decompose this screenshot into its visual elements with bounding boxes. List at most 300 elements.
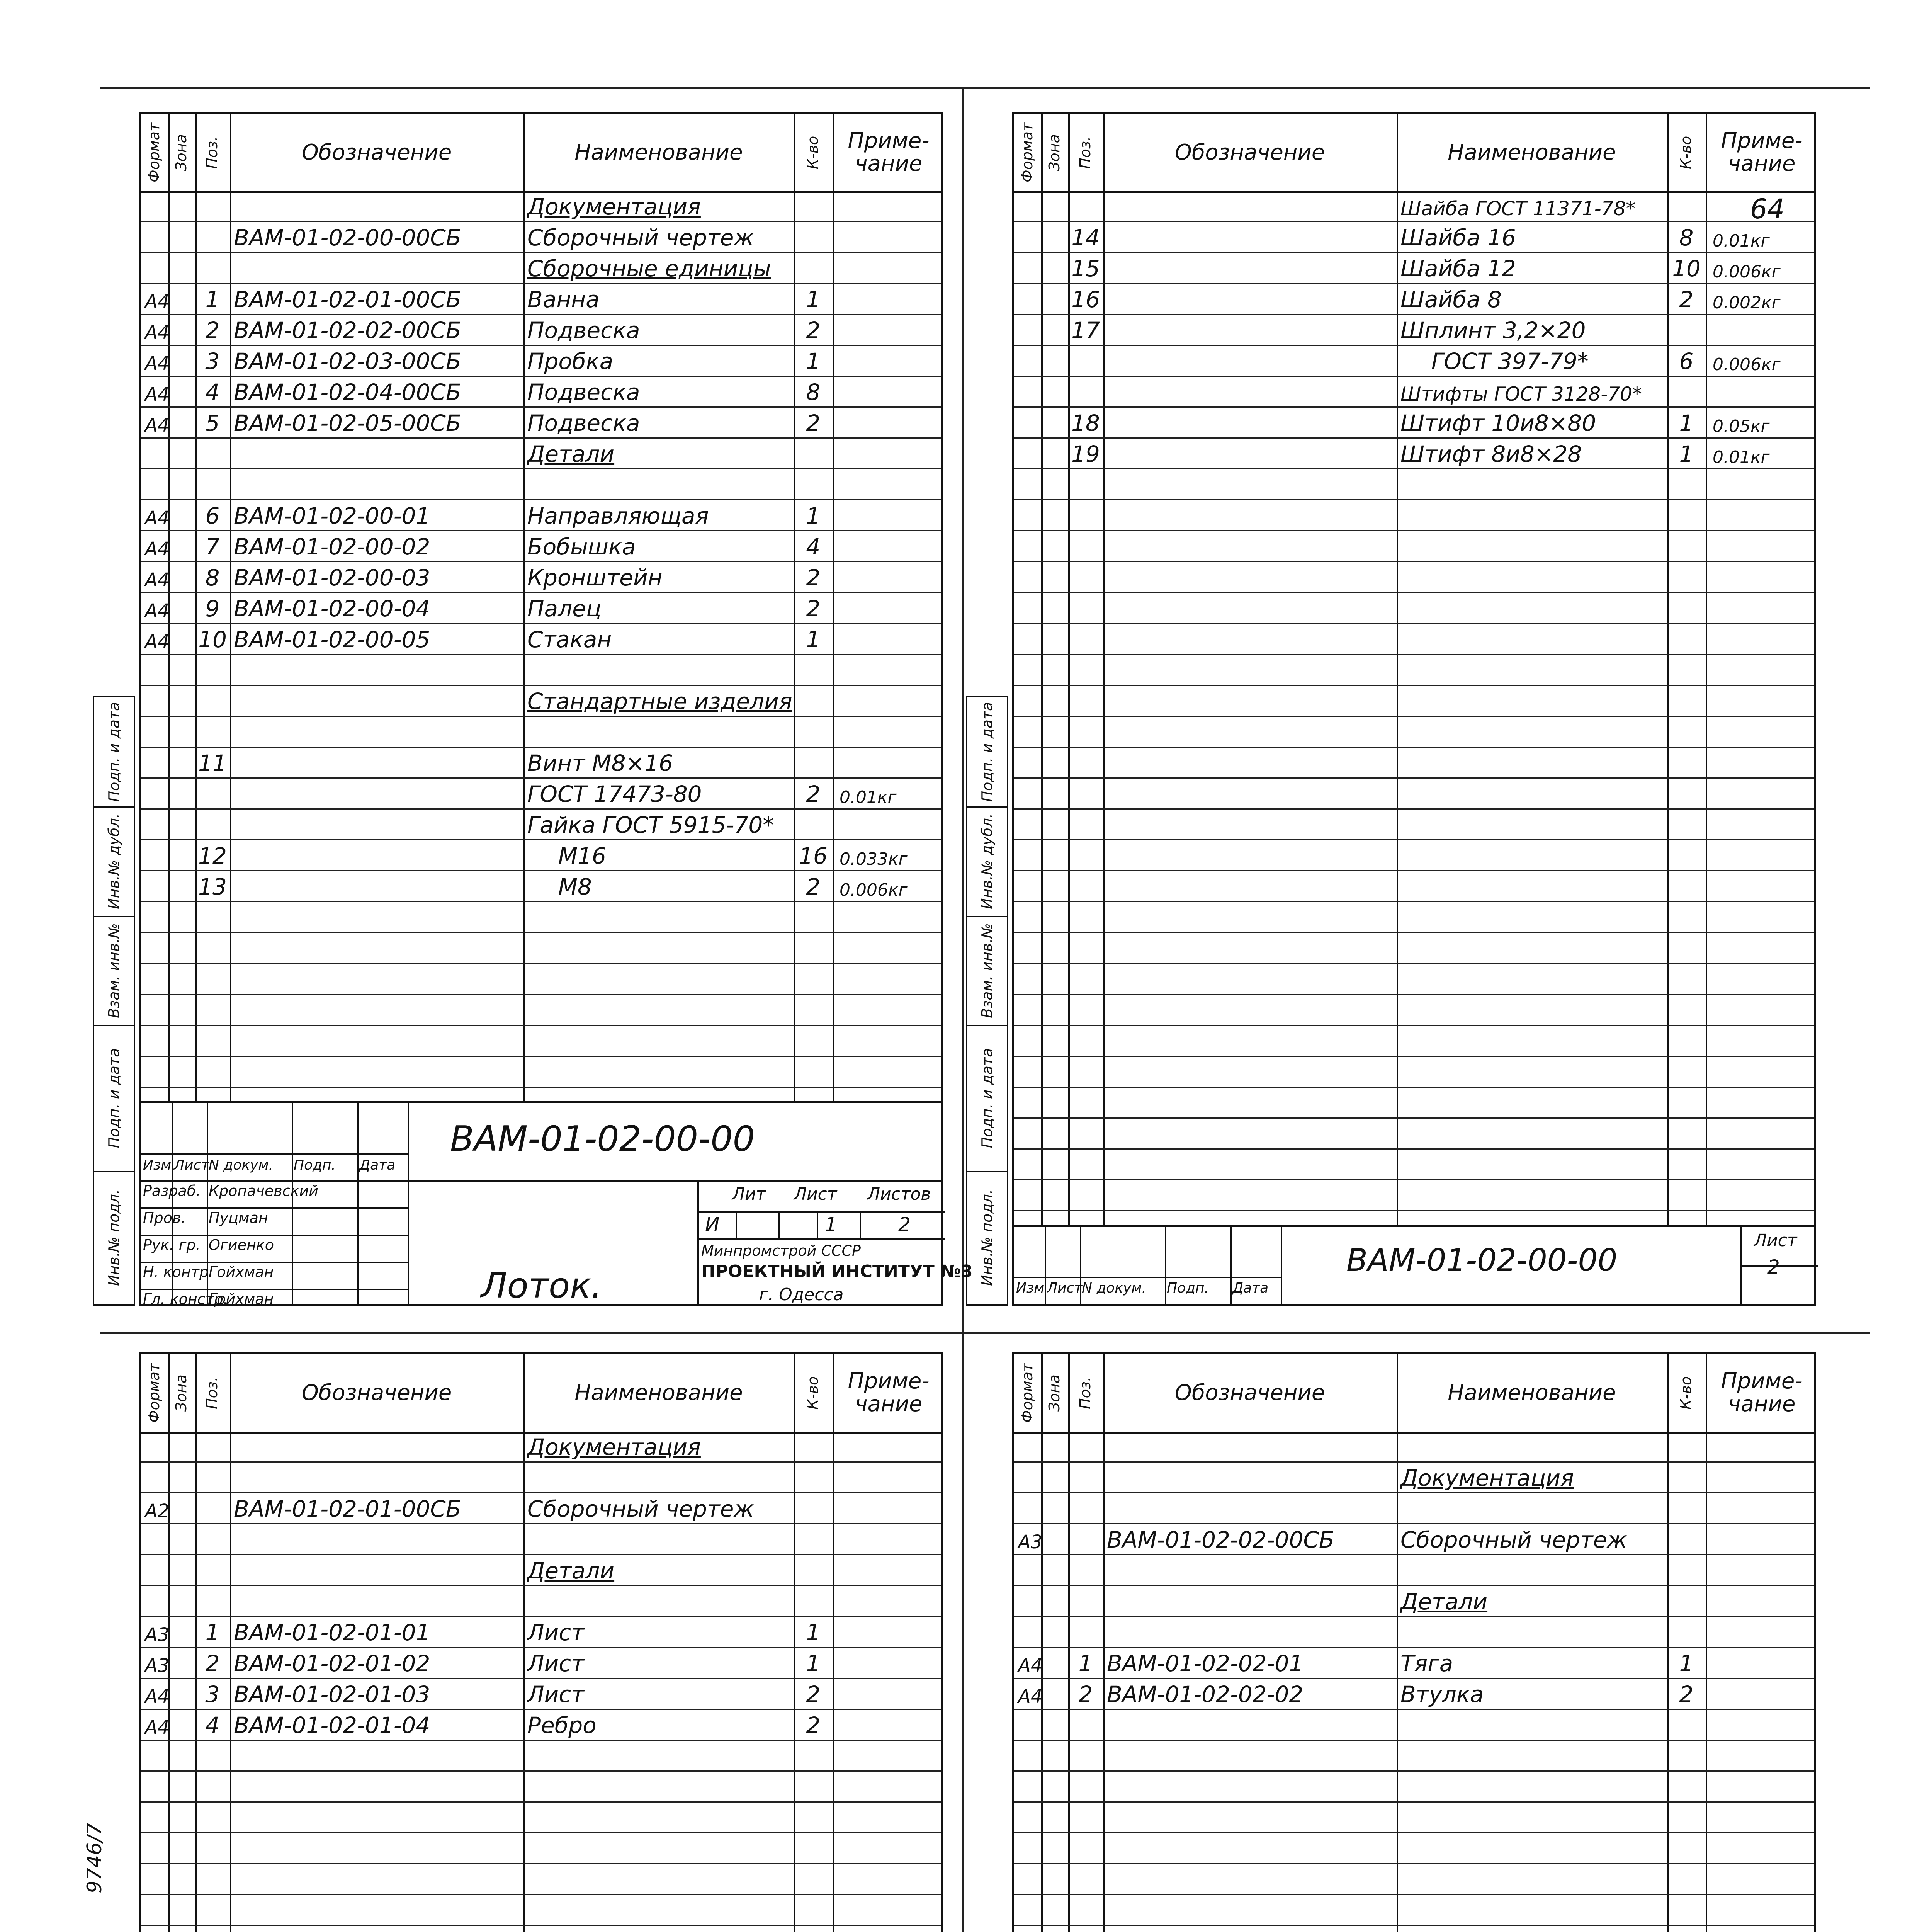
tb-person-name: Пуцман — [209, 1209, 268, 1226]
cell-qty: 2 — [806, 410, 821, 436]
table-row — [1014, 810, 1814, 840]
cell-des: ВАМ-01-02-02-02 — [1107, 1681, 1303, 1708]
cell-fmt — [1018, 1493, 1037, 1524]
header-des — [230, 114, 523, 191]
table-row — [141, 1803, 941, 1833]
cell-note: 0.006кг — [840, 880, 908, 900]
tb-org-line2: ПРОЕКТНЫЙ ИНСТИТУТ №3 — [701, 1262, 973, 1281]
table-row — [141, 1493, 941, 1524]
cell-des — [1107, 191, 1393, 222]
cut-line-top — [100, 87, 1870, 89]
cell-des — [1107, 315, 1393, 346]
table-row — [141, 717, 941, 748]
cell-note — [836, 1586, 941, 1617]
header-fmt-label: Формат — [146, 1363, 163, 1423]
cell-qty: 2 — [806, 1712, 821, 1738]
spec-header — [1014, 1354, 1814, 1434]
tb-data-label: Дата — [359, 1157, 396, 1173]
cell-pos: 16 — [1071, 286, 1100, 313]
table-row — [141, 253, 941, 284]
cell-des — [234, 1586, 520, 1617]
spec-rows — [1014, 1432, 1814, 1932]
cell-name: Лист — [527, 1619, 584, 1646]
tb-org-line1: Минпромстрой СССР — [701, 1242, 861, 1259]
cell-name: Ребро — [527, 1712, 597, 1738]
tb-person-name: Гойхман — [209, 1291, 274, 1308]
tb-person-role: Рук. гр. — [143, 1236, 201, 1253]
header-fmt — [1014, 114, 1041, 191]
cell-pos — [199, 655, 226, 686]
cell-qty — [798, 439, 829, 469]
cell-pos — [199, 469, 226, 500]
cell-name: Ванна — [527, 286, 600, 313]
cell-fmt — [145, 686, 164, 717]
table-row — [1014, 377, 1814, 408]
table-row — [141, 593, 941, 624]
cell-pos: 11 — [198, 750, 227, 776]
strip-label: Подп. и дата — [105, 702, 123, 802]
cell-pos: 3 — [205, 348, 220, 374]
cell-fmt: А4 — [145, 631, 170, 653]
title-block-line — [697, 1211, 945, 1213]
table-row — [141, 779, 941, 810]
title-block-line — [1230, 1227, 1232, 1304]
table-row — [141, 1833, 941, 1864]
table-row — [1014, 253, 1814, 284]
table-row — [1014, 469, 1814, 500]
strip-label: Подп. и дата — [105, 1048, 123, 1148]
table-row — [141, 1026, 941, 1057]
cell-qty: 2 — [1679, 286, 1694, 313]
cell-des — [234, 748, 520, 779]
cell-qty: 1 — [1679, 1650, 1694, 1677]
cell-name — [527, 1586, 790, 1617]
table-row — [141, 1057, 941, 1088]
strip-cell-podp_data — [967, 1025, 1007, 1172]
cell-qty: 8 — [806, 379, 821, 405]
cell-des — [234, 655, 520, 686]
title-block — [141, 1101, 973, 1308]
title-block-line — [778, 1211, 780, 1238]
cell-fmt — [145, 717, 164, 748]
header-pos — [195, 114, 230, 191]
header-name — [1397, 114, 1667, 191]
spec-rows — [141, 191, 941, 1088]
cell-des — [1107, 1617, 1393, 1648]
strip-cell-vzam_inv — [94, 916, 134, 1026]
table-row — [141, 1895, 941, 1926]
table-row — [1014, 655, 1814, 686]
cell-qty — [798, 748, 829, 779]
cell-des: ВАМ-01-02-00-00СБ — [234, 224, 461, 251]
strip-cell-podp_data2 — [967, 697, 1007, 808]
cell-des — [1107, 377, 1393, 408]
cell-qty — [1671, 1555, 1702, 1586]
header-pos-label: Поз. — [204, 136, 221, 169]
table-row — [1014, 222, 1814, 253]
cell-pos — [1072, 191, 1099, 222]
cell-note — [836, 531, 941, 562]
cell-note — [836, 1648, 941, 1679]
tb-list-label: Лист — [174, 1157, 209, 1173]
cell-note — [836, 655, 941, 686]
table-row — [141, 1463, 941, 1493]
cell-qty: 2 — [806, 781, 821, 807]
cell-name: Шплинт 3,2×20 — [1400, 317, 1586, 344]
cell-qty: 2 — [806, 595, 821, 622]
cell-des — [234, 439, 520, 469]
cell-des — [234, 1432, 520, 1463]
cell-name: Палец — [527, 595, 602, 622]
cell-fmt — [1018, 1617, 1037, 1648]
table-row — [1014, 500, 1814, 531]
cell-name: Шайба ГОСТ 11371-78* — [1400, 197, 1636, 220]
table-row — [141, 1864, 941, 1895]
table-row — [141, 810, 941, 840]
table-row — [141, 1432, 941, 1463]
cell-qty: 1 — [806, 626, 821, 653]
cell-name — [527, 1463, 790, 1493]
cell-des — [1107, 1432, 1393, 1463]
cell-pos: 17 — [1071, 317, 1100, 344]
table-row — [141, 1679, 941, 1710]
table-row — [1014, 346, 1814, 377]
cell-note — [836, 253, 941, 284]
title-block-line — [817, 1211, 818, 1238]
table-row — [1014, 315, 1814, 346]
header-des — [1103, 114, 1397, 191]
cell-note: 0.006кг — [1713, 355, 1781, 374]
cell-qty — [798, 253, 829, 284]
spec-sheet-podveska — [1012, 1352, 1816, 1932]
table-row — [1014, 1679, 1814, 1710]
table-row — [1014, 1772, 1814, 1803]
cell-qty: 2 — [806, 565, 821, 591]
cell-fmt — [145, 748, 164, 779]
table-row — [1014, 1617, 1814, 1648]
table-row — [1014, 717, 1814, 748]
cell-des: ВАМ-01-02-01-03 — [234, 1681, 430, 1708]
cell-qty — [1671, 1463, 1702, 1493]
table-row — [1014, 933, 1814, 964]
cell-note — [836, 222, 941, 253]
cell-name: Шайба 16 — [1400, 224, 1516, 251]
header-qty — [1667, 1354, 1706, 1432]
header-qty — [794, 1354, 833, 1432]
header-name — [523, 114, 794, 191]
cut-line-middle — [100, 1332, 1870, 1334]
cell-note: 0.01кг — [1713, 447, 1770, 467]
cell-qty — [1671, 1617, 1702, 1648]
title-block-line — [408, 1103, 409, 1304]
cell-fmt — [145, 1586, 164, 1617]
cell-des — [234, 1463, 520, 1493]
cell-qty — [798, 222, 829, 253]
cell-fmt: А4 — [145, 507, 170, 529]
cell-fmt: А4 — [145, 353, 170, 374]
cell-fmt — [1018, 284, 1037, 315]
tb-designation: ВАМ-01-02-00-00 — [1346, 1242, 1618, 1278]
cell-name: М8 — [558, 874, 592, 900]
tb-person-name: Кропачевский — [209, 1182, 318, 1199]
cell-name — [527, 717, 790, 748]
cell-fmt — [1018, 253, 1037, 284]
tb-person-role: Гл. констр. — [143, 1291, 228, 1308]
table-row — [141, 500, 941, 531]
cell-fmt: А4 — [145, 1686, 170, 1708]
cell-name: Подвеска — [527, 410, 640, 436]
table-row — [141, 1617, 941, 1648]
cell-fmt — [145, 1555, 164, 1586]
table-row — [1014, 624, 1814, 655]
cell-qty: 4 — [806, 534, 821, 560]
cell-pos: 4 — [205, 379, 220, 405]
cell-fmt: А3 — [145, 1655, 170, 1677]
header-pos-label: Поз. — [204, 1376, 221, 1410]
header-fmt — [1014, 1354, 1041, 1432]
cell-des: ВАМ-01-02-01-01 — [234, 1619, 430, 1646]
tb-person-role: Пров. — [143, 1209, 186, 1226]
cell-pos: 12 — [198, 843, 227, 869]
cell-pos — [1072, 1432, 1099, 1463]
cell-pos — [1072, 1463, 1099, 1493]
header-pos — [195, 1354, 230, 1432]
cell-pos — [199, 1493, 226, 1524]
cell-des — [234, 717, 520, 748]
header-qty — [794, 114, 833, 191]
cell-qty — [1671, 1432, 1702, 1463]
table-row — [1014, 562, 1814, 593]
cell-note — [1710, 1555, 1814, 1586]
cell-pos: 2 — [205, 1650, 220, 1677]
cell-note — [836, 562, 941, 593]
cell-name: Документация — [527, 1434, 701, 1460]
cell-note — [836, 1524, 941, 1555]
title-block-line — [860, 1211, 861, 1238]
spec-sheet-lotok — [139, 112, 973, 1308]
table-row — [1014, 531, 1814, 562]
table-row — [141, 346, 941, 377]
title-block-line — [141, 1262, 408, 1263]
cell-des: ВАМ-01-02-00-05 — [234, 626, 430, 653]
table-row — [141, 1772, 941, 1803]
cell-note — [836, 191, 941, 222]
cell-name: Документация — [1400, 1465, 1574, 1491]
cell-note — [1710, 1617, 1814, 1648]
table-row — [1014, 1119, 1814, 1150]
cell-name: Кронштейн — [527, 565, 663, 591]
cell-qty — [1671, 377, 1702, 408]
tb-person-role: Разраб. — [143, 1182, 201, 1199]
cell-name: Документация — [527, 194, 701, 220]
cell-fmt — [145, 439, 164, 469]
cell-name: Лист — [527, 1681, 584, 1708]
cell-note — [836, 500, 941, 531]
cell-note — [836, 1617, 941, 1648]
table-row — [1014, 1833, 1814, 1864]
title-block — [1014, 1225, 1814, 1304]
header-des — [1103, 1354, 1397, 1432]
header-des-label: Обозначение — [1174, 1380, 1325, 1405]
cell-fmt — [145, 1463, 164, 1493]
title-block-line — [1281, 1227, 1282, 1304]
header-qty — [1667, 114, 1706, 191]
cell-name: ГОСТ 17473-80 — [527, 781, 702, 807]
table-row — [141, 964, 941, 995]
cell-des — [234, 686, 520, 717]
title-block-line — [357, 1103, 359, 1304]
cell-name — [1400, 1432, 1663, 1463]
cell-note — [836, 315, 941, 346]
cell-des — [1107, 346, 1393, 377]
table-row — [141, 1524, 941, 1555]
table-row — [141, 1555, 941, 1586]
cell-des: ВАМ-01-02-05-00СБ — [234, 410, 461, 436]
cell-pos — [199, 779, 226, 810]
table-row — [141, 377, 941, 408]
table-row — [141, 1741, 941, 1772]
spec-sheet-vanna — [139, 1352, 943, 1932]
table-row — [1014, 840, 1814, 871]
cell-note — [836, 377, 941, 408]
cell-fmt — [1018, 1463, 1037, 1493]
cell-note: 0.002кг — [1713, 293, 1781, 313]
header-qty-label: К-во — [804, 136, 822, 170]
table-row — [1014, 1463, 1814, 1493]
cell-qty: 10 — [1672, 255, 1701, 282]
cell-qty — [1671, 1493, 1702, 1524]
table-row — [1014, 1648, 1814, 1679]
cell-name: Пробка — [527, 348, 614, 374]
cell-note — [836, 408, 941, 439]
header-note-label: Приме-чание — [848, 1369, 930, 1417]
table-row — [1014, 779, 1814, 810]
header-des-label: Обозначение — [301, 1380, 452, 1405]
cell-qty — [798, 469, 829, 500]
cell-pos — [199, 1463, 226, 1493]
cell-fmt: А4 — [145, 600, 170, 622]
tb-podp-label: Подп. — [294, 1157, 336, 1173]
strip-cell-vzam_inv — [967, 916, 1007, 1026]
cell-pos: 7 — [205, 534, 220, 560]
cell-name: М16 — [558, 843, 606, 869]
header-note-label: Приме-чание — [1721, 128, 1803, 176]
cell-name: Подвеска — [527, 379, 640, 405]
cell-note — [836, 1710, 941, 1741]
table-row — [141, 871, 941, 902]
cell-fmt — [1018, 1586, 1037, 1617]
cell-name: Гайка ГОСТ 5915-70* — [527, 812, 774, 838]
cell-fmt — [145, 779, 164, 810]
cell-des: ВАМ-01-02-00-02 — [234, 534, 430, 560]
cell-name: Детали — [527, 441, 615, 467]
title-block-line — [141, 1153, 408, 1155]
cell-qty — [798, 810, 829, 840]
cell-name: Штифт 8и8×28 — [1400, 441, 1582, 467]
cell-name: Шайба 8 — [1400, 286, 1502, 313]
header-zone — [168, 1354, 195, 1432]
header-note — [1706, 114, 1818, 191]
cell-name: ГОСТ 397-79* — [1431, 348, 1589, 374]
header-note — [833, 114, 945, 191]
cell-note — [1710, 1648, 1814, 1679]
strip-cell-podp_data2 — [94, 697, 134, 808]
strip-cell-inv_podl — [967, 1171, 1007, 1306]
cell-pos: 19 — [1071, 441, 1100, 467]
cell-des: ВАМ-01-02-01-04 — [234, 1712, 430, 1738]
title-block-line — [141, 1289, 408, 1290]
cell-qty: 1 — [806, 1650, 821, 1677]
cell-name: Сборочный чертеж — [527, 224, 754, 251]
cell-fmt — [145, 655, 164, 686]
cell-pos — [1072, 377, 1099, 408]
cell-name: Бобышка — [527, 534, 636, 560]
table-row — [1014, 439, 1814, 469]
table-row — [141, 902, 941, 933]
title-block-line — [1165, 1227, 1166, 1304]
header-zone — [168, 114, 195, 191]
cell-note — [836, 748, 941, 779]
header-zone-label: Зона — [1046, 1374, 1063, 1412]
cell-pos: 6 — [205, 503, 220, 529]
cell-des: ВАМ-01-02-01-00СБ — [234, 1496, 461, 1522]
cell-qty: 1 — [1679, 441, 1694, 467]
strip-cell-inv_dubl — [967, 806, 1007, 917]
cell-pos — [199, 439, 226, 469]
cell-note: 0.05кг — [1713, 417, 1770, 436]
strip-label: Инв.№ дубл. — [979, 813, 996, 909]
table-row — [141, 624, 941, 655]
table-row — [1014, 1524, 1814, 1555]
header-des-label: Обозначение — [301, 139, 452, 165]
cell-des — [234, 840, 520, 871]
cell-name: Направляющая — [527, 503, 709, 529]
cell-note — [836, 346, 941, 377]
cell-qty — [798, 1493, 829, 1524]
cell-pos: 2 — [1078, 1681, 1093, 1708]
tb-izm-label: Изм — [1016, 1280, 1045, 1296]
cell-qty — [798, 191, 829, 222]
header-pos-label: Поз. — [1077, 1376, 1094, 1410]
cell-des: ВАМ-01-02-01-02 — [234, 1650, 430, 1677]
cell-qty: 2 — [806, 317, 821, 344]
header-pos — [1068, 114, 1103, 191]
cell-des: ВАМ-01-02-02-00СБ — [234, 317, 461, 344]
cell-fmt — [1018, 346, 1037, 377]
cell-note — [836, 1493, 941, 1524]
cell-des — [1107, 222, 1393, 253]
table-row — [1014, 593, 1814, 624]
cell-qty: 8 — [1679, 224, 1694, 251]
table-row — [141, 1586, 941, 1617]
cell-des: ВАМ-01-02-03-00СБ — [234, 348, 461, 374]
cell-note — [836, 439, 941, 469]
cell-note — [1710, 315, 1814, 346]
cell-qty: 1 — [806, 348, 821, 374]
cell-pos: 13 — [198, 874, 227, 900]
spec-header — [1014, 114, 1814, 193]
cell-name: Винт М8×16 — [527, 750, 673, 776]
cell-fmt — [145, 469, 164, 500]
cell-fmt: А4 — [145, 569, 170, 591]
cell-des — [1107, 408, 1393, 439]
strip-label: Инв.№ подл. — [979, 1189, 996, 1286]
cell-qty — [1671, 1586, 1702, 1617]
cell-fmt: А4 — [145, 384, 170, 405]
table-row — [141, 315, 941, 346]
cell-fmt: А3 — [145, 1624, 170, 1646]
header-zone — [1041, 1354, 1068, 1432]
